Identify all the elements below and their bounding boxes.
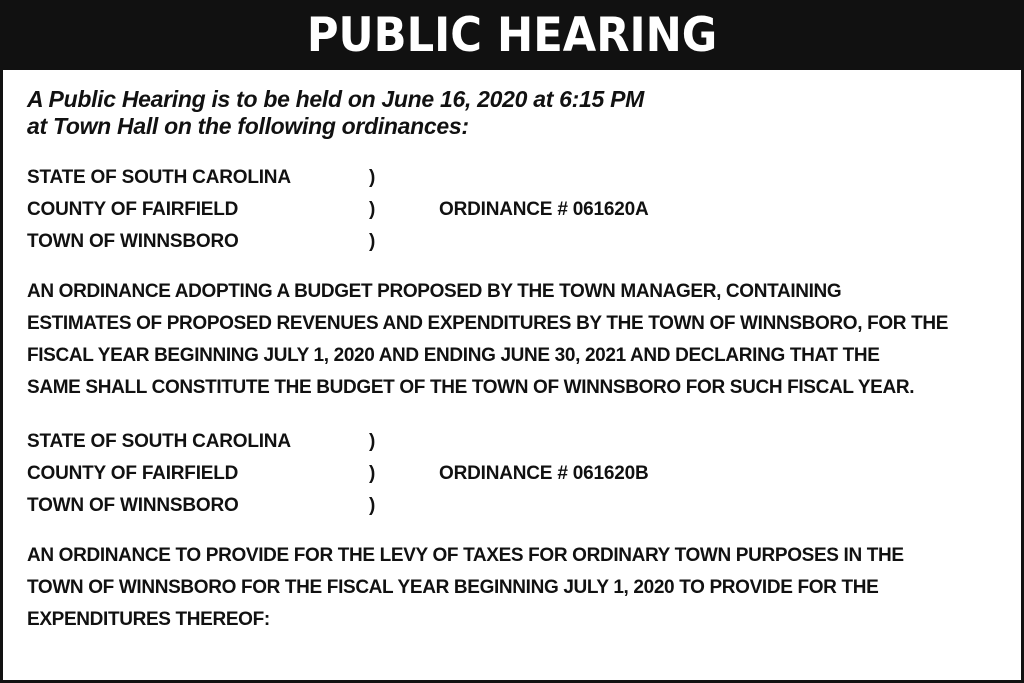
notice-content bbox=[3, 70, 1021, 636]
ordinance-description bbox=[27, 540, 1017, 636]
description-line: TOWN OF WINNSBORO FOR THE FISCAL YEAR BEGINNING JULY 1, 2020 TO PROVIDE FOR THE bbox=[27, 577, 879, 598]
ordinance-description bbox=[27, 276, 1017, 404]
caption-county: COUNTY OF FAIRFIELD bbox=[27, 199, 239, 220]
caption-bracket: ) bbox=[369, 463, 376, 484]
caption-bracket: ) bbox=[369, 199, 376, 220]
caption-town: TOWN OF WINNSBORO bbox=[27, 495, 239, 516]
hearing-intro bbox=[27, 86, 1021, 140]
ordinance-caption bbox=[27, 426, 1021, 522]
caption-state: STATE OF SOUTH CAROLINA bbox=[27, 431, 291, 452]
caption-county: COUNTY OF FAIRFIELD bbox=[27, 463, 239, 484]
intro-line: at Town Hall on the following ordinances: bbox=[27, 113, 469, 139]
notice-title: PUBLIC HEARING bbox=[306, 7, 718, 63]
description-line: AN ORDINANCE TO PROVIDE FOR THE LEVY OF TAXES FOR ORDINARY TOWN PURPOSES IN THE bbox=[27, 545, 904, 566]
caption-town: TOWN OF WINNSBORO bbox=[27, 231, 239, 252]
description-line: EXPENDITURES THEREOF: bbox=[27, 609, 270, 630]
description-line: FISCAL YEAR BEGINNING JULY 1, 2020 AND ENDING JUNE 30, 2021 AND DECLARING THAT THE bbox=[27, 345, 880, 366]
description-line: AN ORDINANCE ADOPTING A BUDGET PROPOSED BY THE TOWN MANAGER, CONTAINING bbox=[27, 281, 842, 302]
ordinance-number: ORDINANCE # 061620A bbox=[439, 199, 649, 220]
ordinance-caption bbox=[27, 162, 1021, 258]
caption-bracket: ) bbox=[369, 231, 376, 252]
notice-banner bbox=[3, 0, 1021, 70]
caption-state: STATE OF SOUTH CAROLINA bbox=[27, 167, 291, 188]
ordinance-number: ORDINANCE # 061620B bbox=[439, 463, 649, 484]
description-line: SAME SHALL CONSTITUTE THE BUDGET OF THE TOWN OF WINNSBORO FOR SUCH FISCAL YEAR. bbox=[27, 377, 915, 398]
intro-line: A Public Hearing is to be held on June 16, 2020 at 6:15 PM bbox=[27, 86, 644, 112]
caption-bracket: ) bbox=[369, 431, 376, 452]
caption-bracket: ) bbox=[369, 495, 376, 516]
description-line: ESTIMATES OF PROPOSED REVENUES AND EXPENDITURES BY THE TOWN OF WINNSBORO, FOR THE bbox=[27, 313, 949, 334]
caption-bracket: ) bbox=[369, 167, 376, 188]
